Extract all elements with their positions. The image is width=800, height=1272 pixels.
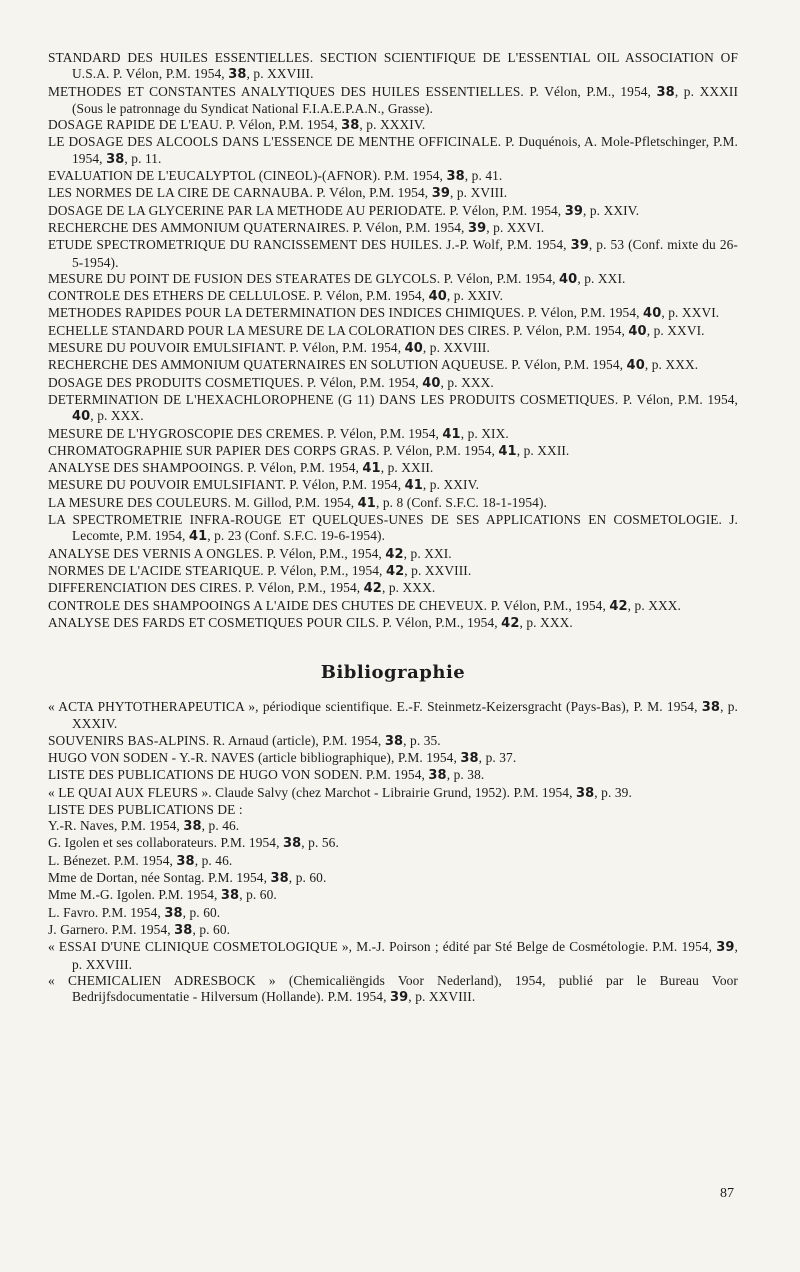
entry-page-ref: , p. XXVIII. — [246, 66, 314, 82]
list-item — [48, 185, 738, 202]
entry-page-ref: , p. 60. — [288, 870, 327, 886]
entry-page-ref: , p. 38. — [446, 767, 485, 783]
list-item — [48, 84, 738, 118]
entry-page-ref: , p. XXIV. — [446, 288, 504, 304]
entry-text: Mme de Dortan, née Sontag. P.M. 1954, — [48, 870, 271, 886]
volume-number: 41 — [442, 426, 461, 442]
list-item — [48, 580, 738, 597]
volume-number: 38 — [183, 819, 202, 835]
entry-page-ref: , p. XXXIV. — [359, 117, 426, 133]
volume-number: 40 — [559, 271, 578, 287]
entry-text: MESURE DU POUVOIR EMULSIFIANT. P. Vélon, P.M. 1954, — [48, 340, 405, 356]
volume-number: 40 — [404, 341, 423, 357]
entry-page-ref: , p. XXVI. — [486, 219, 545, 235]
entry-text: STANDARD DES HUILES ESSENTIELLES. SECTION SCIENTIFIQUE DE L'ESSENTIAL OIL ASSOCIATION OF U.S.A. P. Vélon, P.M. 1954, — [48, 50, 738, 82]
list-item — [48, 168, 738, 185]
entry-text: LA SPECTROMETRIE INFRA-ROUGE ET QUELQUES-UNES DE SES APPLICATIONS EN COSMETOLOGIE. J. Lecomte, P.M. 1954, — [48, 512, 738, 544]
list-item — [48, 733, 738, 750]
bibliography-entries — [48, 699, 738, 802]
entry-page-ref: , p. 41. — [464, 168, 503, 184]
list-item — [48, 750, 738, 767]
volume-number: 38 — [164, 905, 183, 921]
entry-text: DOSAGE DES PRODUITS COSMETIQUES. P. Vélon, P.M. 1954, — [48, 374, 423, 390]
volume-number: 38 — [282, 836, 302, 852]
entry-page-ref: , p. 46. — [201, 818, 240, 834]
list-item — [48, 375, 738, 392]
list-item — [48, 887, 738, 904]
entry-text: ANALYSE DES VERNIS A ONGLES. P. Vélon, P.M., 1954, — [48, 545, 386, 561]
list-item — [48, 357, 738, 374]
volume-number: 41 — [404, 478, 423, 494]
entry-text: J. Garnero. P.M. 1954, — [48, 921, 175, 937]
entry-text: MESURE DU POUVOIR EMULSIFIANT. P. Vélon, P.M. 1954, — [48, 477, 405, 493]
entry-text: MESURE DU POINT DE FUSION DES STEARATES DE GLYCOLS. P. Vélon, P.M. 1954, — [48, 270, 560, 286]
volume-number: 38 — [220, 888, 240, 904]
entry-page-ref: , p. XXX. — [627, 597, 682, 613]
entry-page-ref: , p. 35. — [403, 732, 441, 748]
entry-page-ref: , p. XXXII (Sous le patronnage du Syndicat National F.I.A.E.P.A.N., Grasse). — [72, 83, 739, 116]
volume-number: 38 — [428, 768, 447, 784]
volume-number: 38 — [701, 700, 721, 716]
entry-page-ref: , p. XXX. — [519, 614, 573, 630]
entry-text: CHROMATOGRAPHIE SUR PAPIER DES CORPS GRAS. P. Vélon, P.M. 1954, — [48, 442, 499, 458]
volume-number: 39 — [716, 940, 735, 956]
list-item — [48, 288, 738, 305]
entry-text: « CHEMICALIEN ADRESBOCK » (Chemicaliëngids Voor Nederland), 1954, publié par le Bureau Voor Bedrijfsdocumentatie - Hilversum (Hollande). P.M. 1954, — [48, 972, 738, 1005]
page-number: 87 — [720, 1186, 734, 1201]
bibliography-list-items — [48, 818, 738, 939]
volume-number: 40 — [628, 323, 647, 339]
list-item — [48, 598, 738, 615]
bibliography-tail-entries — [48, 939, 738, 1006]
entry-text: Mme M.-G. Igolen. P.M. 1954, — [48, 887, 221, 903]
volume-number: 38 — [341, 118, 360, 134]
list-item — [48, 392, 738, 426]
entry-text: METHODES ET CONSTANTES ANALYTIQUES DES HUILES ESSENTIELLES. P. Vélon, P.M., 1954, — [48, 83, 657, 99]
list-item — [48, 870, 738, 887]
entry-page-ref: , p. XVIII. — [449, 185, 508, 201]
entry-page-ref: , p. XXX. — [440, 374, 494, 390]
entry-text: HUGO VON SODEN - Y.-R. NAVES (article bibliographique), P.M. 1954, — [48, 749, 461, 765]
list-item — [48, 973, 738, 1007]
volume-number: 40 — [422, 375, 441, 391]
volume-number: 42 — [363, 581, 382, 597]
entry-text: CONTROLE DES SHAMPOOINGS A L'AIDE DES CHUTES DE CHEVEUX. P. Vélon, P.M., 1954, — [48, 597, 610, 613]
entry-text: NORMES DE L'ACIDE STEARIQUE. P. Vélon, P.M., 1954, — [48, 562, 386, 578]
entry-text: « LE QUAI AUX FLEURS ». Claude Salvy (chez Marchot - Librairie Grund, 1952). P.M. 1954, — [48, 784, 576, 800]
entry-page-ref: , p. 8 (Conf. S.F.C. 18-1-1954). — [375, 494, 547, 510]
entry-page-ref: , p. 11. — [124, 150, 162, 166]
volume-number: 42 — [609, 598, 628, 614]
entry-text: ANALYSE DES FARDS ET COSMETIQUES POUR CILS. P. Vélon, P.M., 1954, — [48, 614, 502, 630]
bibliography-section — [48, 699, 738, 1006]
entry-page-ref: , p. 60. — [182, 904, 221, 920]
volume-number: 41 — [498, 443, 517, 459]
list-item — [48, 443, 738, 460]
list-item — [48, 477, 738, 494]
entry-page-ref: , p. 46. — [194, 852, 233, 868]
volume-number: 38 — [446, 169, 465, 185]
entry-text: LISTE DES PUBLICATIONS DE HUGO VON SODEN. P.M. 1954, — [48, 767, 429, 783]
volume-number: 38 — [228, 67, 247, 83]
entry-text: CONTROLE DES ETHERS DE CELLULOSE. P. Vélon, P.M. 1954, — [48, 288, 429, 304]
entry-text: G. Igolen et ses collaborateurs. P.M. 1954, — [48, 835, 283, 851]
volume-number: 38 — [575, 785, 595, 801]
volume-number: 38 — [174, 922, 193, 938]
list-item — [48, 512, 738, 546]
volume-number: 39 — [570, 238, 589, 254]
volume-number: 41 — [362, 461, 381, 477]
entry-page-ref: , p. XIX. — [460, 425, 509, 441]
list-item — [48, 220, 738, 237]
page-content — [48, 50, 738, 1006]
entry-page-ref: , p. XXVI. — [646, 322, 705, 338]
entry-text: ECHELLE STANDARD POUR LA MESURE DE LA COLORATION DES CIRES. P. Vélon, P.M. 1954, — [48, 322, 629, 338]
volume-number: 39 — [390, 990, 409, 1006]
list-item — [48, 767, 738, 784]
list-item — [48, 237, 738, 271]
entry-page-ref: , p. XXII. — [516, 442, 570, 458]
list-item — [48, 905, 738, 922]
volume-number: 41 — [188, 529, 208, 545]
list-item — [48, 50, 738, 84]
list-item — [48, 495, 738, 512]
entry-page-ref: , p. XXX. — [90, 408, 144, 424]
entry-text: ETUDE SPECTROMETRIQUE DU RANCISSEMENT DES HUILES. J.-P. Wolf, P.M. 1954, — [48, 237, 571, 253]
list-item — [48, 305, 738, 322]
volume-number: 42 — [385, 563, 405, 579]
volume-number: 40 — [643, 306, 662, 322]
entry-page-ref: , p. 37. — [478, 749, 517, 765]
entry-text: MESURE DE L'HYGROSCOPIE DES CREMES. P. Vélon, P.M. 1954, — [48, 425, 443, 441]
list-item — [48, 117, 738, 134]
volume-number: 39 — [564, 203, 583, 219]
volume-number: 38 — [384, 733, 404, 749]
entry-page-ref: , p. XXVIII. — [422, 340, 490, 356]
list-item — [48, 615, 738, 632]
entry-text: LA MESURE DES COULEURS. M. Gillod, P.M. 1954, — [48, 494, 358, 510]
list-item — [48, 460, 738, 477]
volume-number: 38 — [656, 84, 675, 100]
list-item — [48, 134, 738, 168]
volume-number: 41 — [357, 495, 376, 511]
entry-text: ANALYSE DES SHAMPOOINGS. P. Vélon, P.M. 1954, — [48, 460, 363, 476]
entry-text: EVALUATION DE L'EUCALYPTOL (CINEOL)-(AFNOR). P.M. 1954, — [48, 168, 447, 184]
entry-page-ref: , p. XXVI. — [661, 305, 720, 321]
list-heading: LISTE DES PUBLICATIONS DE : — [48, 801, 243, 817]
entry-text: L. Favro. P.M. 1954, — [48, 904, 165, 920]
entry-text: DOSAGE RAPIDE DE L'EAU. P. Vélon, P.M. 1954, — [48, 117, 342, 133]
entry-page-ref: , p. 60. — [192, 921, 231, 937]
entry-text: DOSAGE DE LA GLYCERINE PAR LA METHODE AU PERIODATE. P. Vélon, P.M. 1954, — [48, 202, 565, 218]
entry-text: « ACTA PHYTOTHERAPEUTICA », périodique scientifique. E.-F. Steinmetz-Keizersgracht (Pays-Bas), P. M. 1954, — [48, 699, 702, 715]
entry-text: DIFFERENCIATION DES CIRES. P. Vélon, P.M., 1954, — [48, 580, 364, 596]
list-item — [48, 426, 738, 443]
list-item — [48, 546, 738, 563]
volume-number: 38 — [106, 151, 125, 167]
volume-number: 38 — [176, 853, 195, 869]
list-item — [48, 323, 738, 340]
entry-page-ref: , p. XXX. — [644, 357, 699, 373]
entry-page-ref: , p. 56. — [301, 835, 339, 851]
volume-number: 40 — [626, 358, 645, 374]
entry-page-ref: , p. XXXIV. — [72, 699, 739, 732]
entry-text: DETERMINATION DE L'HEXACHLOROPHENE (G 11) DANS LES PRODUITS COSMETIQUES. P. Vélon, P.M. 1954, — [48, 391, 738, 407]
list-item — [48, 939, 738, 973]
entry-page-ref: , p. XXII. — [380, 460, 434, 476]
list-item — [48, 922, 738, 939]
section-title-bibliographie: Bibliographie — [320, 662, 466, 684]
entry-page-ref: , p. XXVIII. — [408, 989, 476, 1005]
entry-text: LE DOSAGE DES ALCOOLS DANS L'ESSENCE DE MENTHE OFFICINALE. P. Duquénois, A. Mole-Pfletschinger, P.M. 1954, — [48, 134, 738, 166]
list-item — [48, 835, 738, 852]
entry-page-ref: , p. 23 (Conf. S.F.C. 19-6-1954). — [207, 528, 386, 544]
list-item — [48, 699, 738, 733]
list-item — [48, 563, 738, 580]
entry-page-ref: , p. 60. — [239, 887, 277, 903]
volume-number: 38 — [270, 871, 289, 887]
entry-text: RECHERCHE DES AMMONIUM QUATERNAIRES. P. Vélon, P.M. 1954, — [48, 219, 468, 235]
entry-page-ref: , p. XXIV. — [582, 202, 640, 218]
volume-number: 39 — [467, 220, 487, 236]
entry-page-ref: , p. XXI. — [403, 545, 452, 561]
entry-text: SOUVENIRS BAS-ALPINS. R. Arnaud (article), P.M. 1954, — [48, 732, 385, 748]
list-item — [48, 340, 738, 357]
list-item — [48, 271, 738, 288]
list-item — [48, 818, 738, 835]
entry-page-ref: , p. 39. — [594, 784, 632, 800]
volume-number: 42 — [501, 615, 520, 631]
volume-number: 40 — [72, 409, 91, 425]
list-item — [48, 203, 738, 220]
list-item — [48, 785, 738, 802]
entry-text: L. Bénezet. P.M. 1954, — [48, 852, 177, 868]
entry-page-ref: , p. XXI. — [577, 270, 626, 286]
entry-page-ref: , p. XXVIII. — [72, 939, 738, 972]
entry-text: « ESSAI D'UNE CLINIQUE COSMETOLOGIQUE », M.-J. Poirson ; édité par Sté Belge de Cosmétologie. P.M. 1954, — [48, 939, 717, 955]
volume-number: 38 — [460, 750, 479, 766]
entry-text: Y.-R. Naves, P.M. 1954, — [48, 818, 184, 834]
list-item — [48, 853, 738, 870]
entry-text: LES NORMES DE LA CIRE DE CARNAUBA. P. Vélon, P.M. 1954, — [48, 185, 432, 201]
entry-page-ref: , p. XXIV. — [422, 477, 480, 493]
volume-number: 42 — [385, 546, 404, 562]
entries-list — [48, 50, 738, 632]
entry-text: RECHERCHE DES AMMONIUM QUATERNAIRES EN SOLUTION AQUEUSE. P. Vélon, P.M. 1954, — [48, 357, 627, 373]
volume-number: 39 — [431, 186, 450, 202]
entry-page-ref: , p. XXX. — [381, 580, 436, 596]
entry-page-ref: , p. 53 (Conf. mixte du 26-5-1954). — [72, 237, 738, 270]
entry-text: METHODES RAPIDES POUR LA DETERMINATION DES INDICES CHIMIQUES. P. Vélon, P.M. 1954, — [48, 305, 644, 321]
entry-page-ref: , p. XXVIII. — [404, 562, 472, 578]
volume-number: 40 — [428, 289, 447, 305]
